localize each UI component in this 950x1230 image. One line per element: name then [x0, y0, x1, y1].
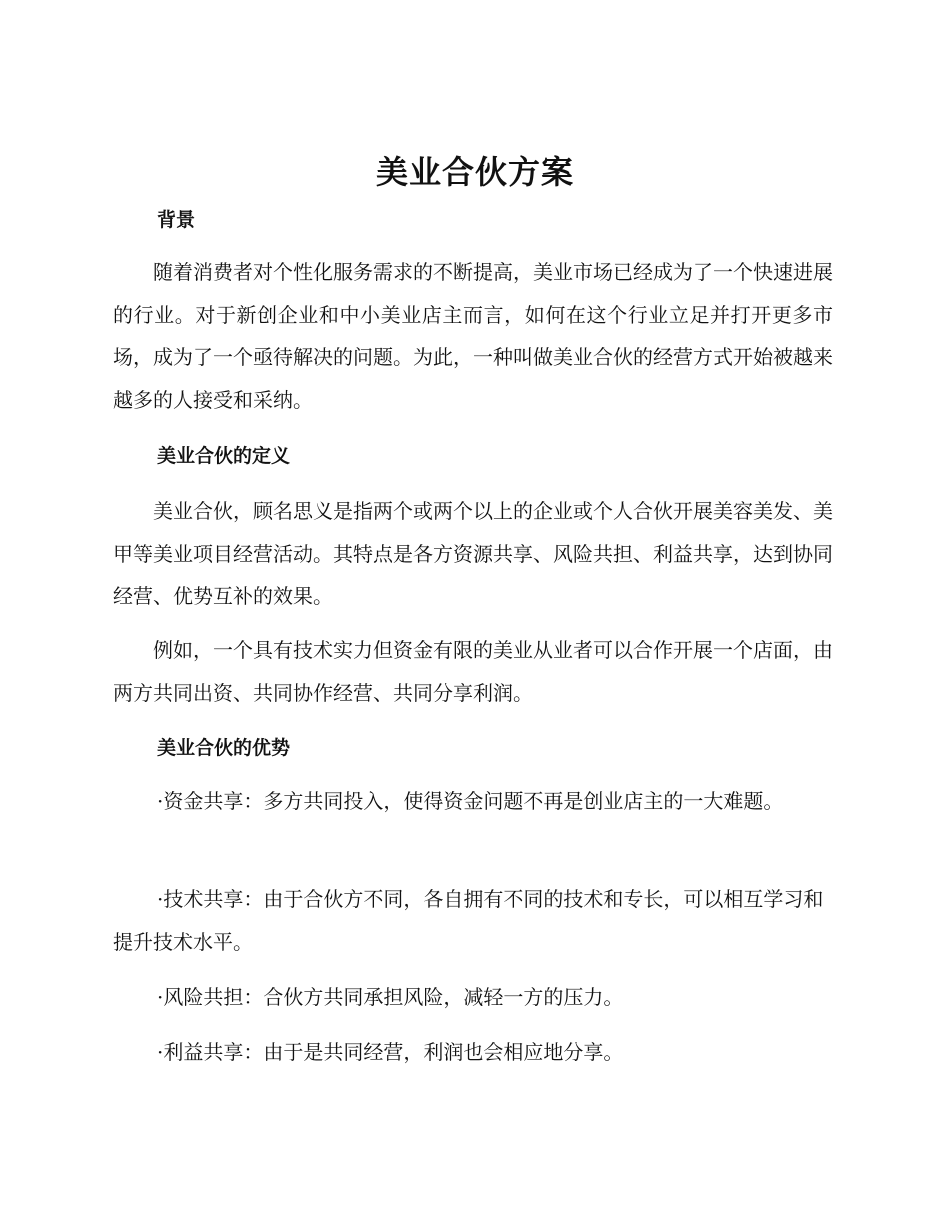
section-heading-advantages: 美业合伙的优势 — [157, 737, 291, 759]
paragraph-definition: 美业合伙，顾名思义是指两个或两个以上的企业或个人合伙开展美容美发、美甲等美业项目经营活动。其特点是各方资源共享、风险共担、利益共享，达到协同经营、优势互补的效果。 — [113, 499, 833, 609]
bullet-text: 利益共享：由于是共同经营，利润也会相应地分享。 — [163, 1040, 624, 1064]
bullet-text: 资金共享：多方共同投入，使得资金问题不再是创业店主的一大难题。 — [163, 789, 784, 813]
bullet-text: 风险共担：合伙方共同承担风险，减轻一方的压力。 — [163, 985, 624, 1009]
paragraph-example: 例如，一个具有技术实力但资金有限的美业从业者可以合作开展一个店面，由两方共同出资、共同协作经营、共同分享利润。 — [113, 638, 833, 705]
bullet-dot-icon: · — [157, 887, 164, 911]
document-title: 美业合伙方案 — [375, 153, 574, 191]
paragraph-background: 随着消费者对个性化服务需求的不断提高，美业市场已经成为了一个快速进展的行业。对于新创企业和中小美业店主而言，如何在这个行业立足并打开更多市场，成为了一个亟待解决的问题。为此，一种叫做美业合伙的经营方式开始被越来越多的人接受和采纳。 — [113, 260, 833, 412]
bullet-item-risk — [113, 976, 833, 1019]
bullet-item-profit — [113, 1031, 833, 1074]
bullet-item-technology — [113, 878, 833, 963]
bullet-item-funding — [113, 780, 833, 823]
bullet-dot-icon: · — [157, 789, 164, 813]
bullet-dot-icon: · — [157, 985, 164, 1009]
bullet-dot-icon: · — [157, 1040, 164, 1064]
bullet-text: 技术共享：由于合伙方不同，各自拥有不同的技术和专长，可以相互学习和提升技术水平。 — [113, 887, 824, 954]
section-heading-background: 背景 — [157, 209, 196, 231]
section-heading-definition: 美业合伙的定义 — [157, 445, 291, 467]
